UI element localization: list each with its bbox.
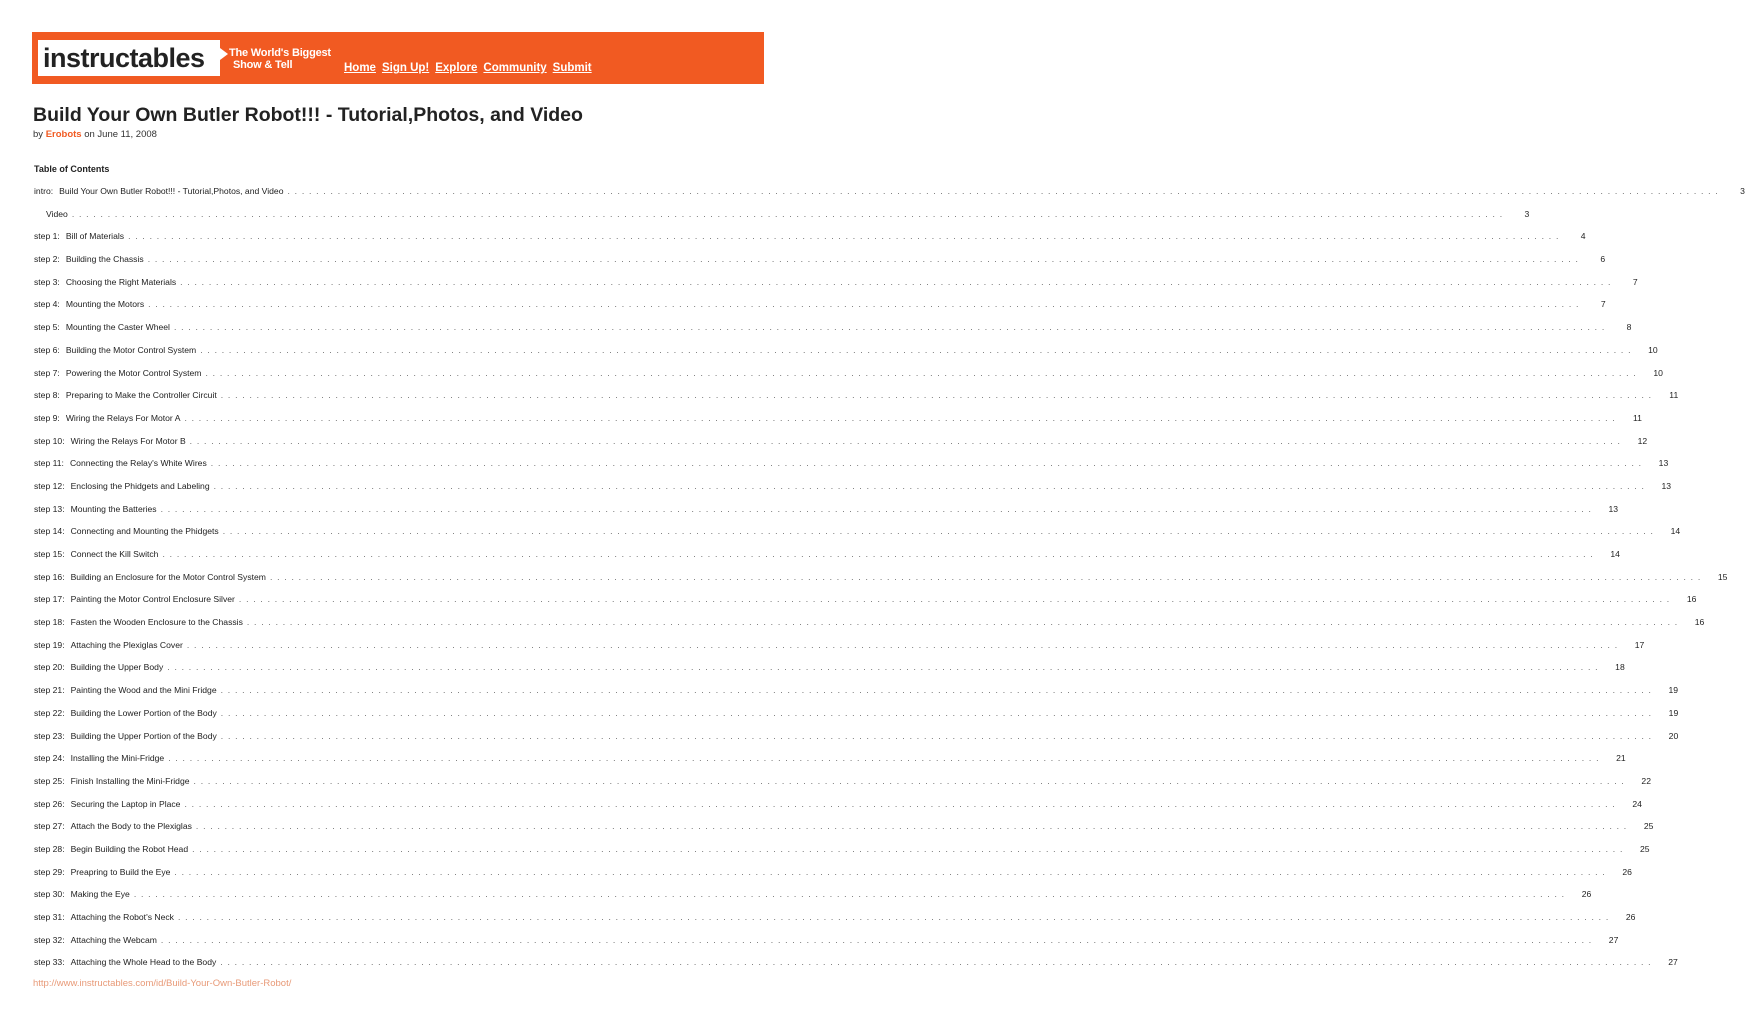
toc-step-number: step 22: [34, 707, 65, 718]
toc-dot-leader: . . . . . . . . . . . . . . . . . . . . . . . . . . . . . . . . . . . . . . . . . . . . . . . . . . . . . . . . . . . . . . . . . . . . . . . . . . . . . . . . . . . . . . . . . . . . . . . . . . . . . . . . . . . . . . . . . . . . . . . . . . . . . . . . . . . . . . . . . . . . . . . . . . . . . . . . . . . . . . . . . . . . . . . . . . . . . . . . . . . . . . . . . . . . . . . . . . . . . . . . [195, 821, 1628, 832]
toc-entry[interactable] [34, 934, 1619, 958]
toc-entry-label [34, 458, 207, 468]
toc-entry-label [34, 935, 157, 945]
toc-entry-label [34, 390, 217, 400]
footer-url-link[interactable]: http://www.instructables.com/id/Build-Your-Own-Butler-Robot/ [33, 978, 292, 989]
toc-step-title: Attach the Body to the Plexiglas [70, 821, 192, 832]
toc-entry-label [34, 322, 170, 332]
toc-step-number: step 15: [34, 549, 65, 559]
toc-step-number: step 29: [34, 866, 65, 877]
toc-entry[interactable] [34, 526, 1681, 549]
toc-page-number: 27 [1608, 934, 1619, 945]
toc-entry-label [34, 708, 217, 718]
toc-entry[interactable] [34, 753, 1626, 776]
toc-step-number: step 23: [34, 730, 65, 741]
toc-entry[interactable] [34, 299, 1606, 322]
toc-page-number: 25 [1643, 821, 1654, 832]
toc-entry[interactable] [34, 639, 1645, 663]
toc-entry-label [34, 867, 170, 877]
toc-entry-label [34, 504, 157, 514]
toc-step-title: Begin Building the Robot Head [70, 843, 189, 854]
toc-step-title: Installing the Mini-Fridge [70, 753, 165, 764]
toc-entry-label [34, 799, 180, 809]
toc-entry-label [34, 254, 144, 264]
toc-dot-leader: . . . . . . . . . . . . . . . . . . . . . . . . . . . . . . . . . . . . . . . . . . . . . . . . . . . . . . . . . . . . . . . . . . . . . . . . . . . . . . . . . . . . . . . . . . . . . . . . . . . . . . . . . . . . . . . . . . . . . . . . . . . . . . . . . . . . . . . . . . . . . . . . . . . . . . . . . . . . . . . . . . . . . . . . . . . . . . . . . . . . . . . . . . . . . . . . . . . . . . . . [133, 889, 1566, 900]
toc-entry-label [34, 957, 216, 967]
toc-dot-leader: . . . . . . . . . . . . . . . . . . . . . . . . . . . . . . . . . . . . . . . . . . . . . . . . . . . . . . . . . . . . . . . . . . . . . . . . . . . . . . . . . . . . . . . . . . . . . . . . . . . . . . . . . . . . . . . . . . . . . . . . . . . . . . . . . . . . . . . . . . . . . . . . . . . . . . . . . . . . . . . . . . . . . . . . . . . . . . . . . . . . . . . . . . . . . . . . . . . . . . . . [186, 639, 1619, 650]
toc-dot-leader: . . . . . . . . . . . . . . . . . . . . . . . . . . . . . . . . . . . . . . . . . . . . . . . . . . . . . . . . . . . . . . . . . . . . . . . . . . . . . . . . . . . . . . . . . . . . . . . . . . . . . . . . . . . . . . . . . . . . . . . . . . . . . . . . . . . . . . . . . . . . . . . . . . . . . . . . . . . . . . . . . . . . . . . . . . . . . . . . . . . . . . . . . . . . . . . . . . . . . . . . [269, 571, 1702, 582]
toc-page-number: 16 [1686, 594, 1697, 605]
toc-dot-leader: . . . . . . . . . . . . . . . . . . . . . . . . . . . . . . . . . . . . . . . . . . . . . . . . . . . . . . . . . . . . . . . . . . . . . . . . . . . . . . . . . . . . . . . . . . . . . . . . . . . . . . . . . . . . . . . . . . . . . . . . . . . . . . . . . . . . . . . . . . . . . . . . . . . . . . . . . . . . . . . . . . . . . . . . . . . . . . . . . . . . . . . . . . . . . . . . . . . . . . . . [287, 186, 1719, 196]
toc-step-number: step 5: [34, 322, 60, 333]
toc-dot-leader: . . . . . . . . . . . . . . . . . . . . . . . . . . . . . . . . . . . . . . . . . . . . . . . . . . . . . . . . . . . . . . . . . . . . . . . . . . . . . . . . . . . . . . . . . . . . . . . . . . . . . . . . . . . . . . . . . . . . . . . . . . . . . . . . . . . . . . . . . . . . . . . . . . . . . . . . . . . . . . . . . . . . . . . . . . . . . . . . . . . . . . . . . . . . . . . . . . . . . . . . [184, 412, 1616, 423]
toc-dot-leader: . . . . . . . . . . . . . . . . . . . . . . . . . . . . . . . . . . . . . . . . . . . . . . . . . . . . . . . . . . . . . . . . . . . . . . . . . . . . . . . . . . . . . . . . . . . . . . . . . . . . . . . . . . . . . . . . . . . . . . . . . . . . . . . . . . . . . . . . . . . . . . . . . . . . . . . . . . . . . . . . . . . . . . . . . . . . . . . . . . . . . . . . . . . . . . . . . . . . . . . . [238, 594, 1671, 605]
toc-step-title: Fasten the Wooden Enclosure to the Chassis [70, 617, 243, 628]
toc-dot-leader: . . . . . . . . . . . . . . . . . . . . . . . . . . . . . . . . . . . . . . . . . . . . . . . . . . . . . . . . . . . . . . . . . . . . . . . . . . . . . . . . . . . . . . . . . . . . . . . . . . . . . . . . . . . . . . . . . . . . . . . . . . . . . . . . . . . . . . . . . . . . . . . . . . . . . . . . . . . . . . . . . . . . . . . . . . . . . . . . . . . . . . . . . . . . . . . . . . . . . . . . [167, 662, 1599, 673]
toc-entry-label [34, 231, 124, 241]
toc-dot-leader: . . . . . . . . . . . . . . . . . . . . . . . . . . . . . . . . . . . . . . . . . . . . . . . . . . . . . . . . . . . . . . . . . . . . . . . . . . . . . . . . . . . . . . . . . . . . . . . . . . . . . . . . . . . . . . . . . . . . . . . . . . . . . . . . . . . . . . . . . . . . . . . . . . . . . . . . . . . . . . . . . . . . . . . . . . . . . . . . . . . . . . . . . . . . . . . . . . . . . . . . [173, 322, 1606, 333]
toc-step-number: step 19: [34, 639, 65, 650]
toc-entry-label [34, 299, 144, 309]
toc-page-number: 17 [1634, 639, 1645, 650]
toc-entry[interactable] [34, 367, 1663, 391]
toc-entry-label [34, 186, 283, 196]
toc-entry[interactable] [34, 412, 1642, 436]
toc-entry-label [34, 594, 235, 604]
toc-page-number: 13 [1608, 503, 1619, 514]
toc-entry-label [34, 731, 217, 741]
toc-entry[interactable] [34, 662, 1625, 685]
toc-step-title: Building the Chassis [65, 254, 144, 265]
toc-page-number: 3 [1524, 208, 1530, 219]
toc-step-title: Preparing to Make the Controller Circuit [65, 390, 217, 401]
toc-dot-leader: . . . . . . . . . . . . . . . . . . . . . . . . . . . . . . . . . . . . . . . . . . . . . . . . . . . . . . . . . . . . . . . . . . . . . . . . . . . . . . . . . . . . . . . . . . . . . . . . . . . . . . . . . . . . . . . . . . . . . . . . . . . . . . . . . . . . . . . . . . . . . . . . . . . . . . . . . . . . . . . . . . . . . . . . . . . . . . . . . . . . . . . . . . . . . . . . . . . . . . . . [160, 503, 1593, 514]
toc-page-number: 15 [1717, 571, 1728, 582]
toc-entry-label [34, 413, 180, 423]
toc-step-title: Connecting and Mounting the Phidgets [70, 526, 219, 537]
toc-step-number: step 25: [34, 775, 65, 786]
toc-step-title: Painting the Wood and the Mini Fridge [70, 685, 217, 696]
toc-entry[interactable] [34, 843, 1650, 867]
toc-step-number: step 11: [34, 458, 64, 469]
toc-page-number: 26 [1625, 912, 1636, 922]
toc-entry[interactable] [34, 435, 1648, 459]
toc-page-number: 13 [1661, 480, 1672, 491]
toc-page-number: 11 [1669, 390, 1679, 401]
toc-entry-label [34, 640, 183, 650]
toc-dot-leader: . . . . . . . . . . . . . . . . . . . . . . . . . . . . . . . . . . . . . . . . . . . . . . . . . . . . . . . . . . . . . . . . . . . . . . . . . . . . . . . . . . . . . . . . . . . . . . . . . . . . . . . . . . . . . . . . . . . . . . . . . . . . . . . . . . . . . . . . . . . . . . . . . . . . . . . . . . . . . . . . . . . . . . . . . . . . . . . . . . . . . . . . . . . . . . . . . . . . . . . . [210, 458, 1643, 469]
toc-entry-label [34, 368, 201, 378]
toc-step-number: intro: [34, 186, 54, 196]
toc-entry-label [46, 209, 68, 219]
toc-entry-label [34, 912, 174, 922]
nav-community-link[interactable]: Community [483, 62, 547, 74]
toc-dot-leader: . . . . . . . . . . . . . . . . . . . . . . . . . . . . . . . . . . . . . . . . . . . . . . . . . . . . . . . . . . . . . . . . . . . . . . . . . . . . . . . . . . . . . . . . . . . . . . . . . . . . . . . . . . . . . . . . . . . . . . . . . . . . . . . . . . . . . . . . . . . . . . . . . . . . . . . . . . . . . . . . . . . . . . . . . . . . . . . . . . . . . . . . . . . . . . . . . . . . . . . . [220, 730, 1653, 741]
nav-home-link[interactable]: Home [344, 62, 376, 74]
toc-entry[interactable] [34, 798, 1642, 822]
toc-step-title: Build Your Own Butler Robot!!! - Tutorial,Photos, and Video [59, 186, 284, 196]
toc-step-title: Finish Installing the Mini-Fridge [70, 775, 190, 786]
toc-page-number: 16 [1694, 617, 1705, 628]
toc-step-title: Securing the Laptop in Place [70, 798, 181, 809]
toc-step-title: Bill of Materials [65, 231, 125, 242]
toc-entry-label [34, 821, 192, 831]
tagline [229, 47, 331, 71]
toc-entry-label [34, 481, 210, 491]
toc-step-title: Making the Eye [70, 889, 130, 900]
toc-entry[interactable] [34, 480, 1672, 504]
toc-entry-label [34, 617, 243, 627]
toc-dot-leader: . . . . . . . . . . . . . . . . . . . . . . . . . . . . . . . . . . . . . . . . . . . . . . . . . . . . . . . . . . . . . . . . . . . . . . . . . . . . . . . . . . . . . . . . . . . . . . . . . . . . . . . . . . . . . . . . . . . . . . . . . . . . . . . . . . . . . . . . . . . . . . . . . . . . . . . . . . . . . . . . . . . . . . . . . . . . . . . . . . . . . . . . . . . . . . . . . . . . . . . . [200, 344, 1632, 355]
toc-page-number: 7 [1600, 299, 1606, 310]
toc-page-number: 6 [1600, 254, 1606, 265]
toc-step-number: step 16: [34, 571, 65, 582]
toc-page-number: 14 [1610, 549, 1620, 559]
toc-entry[interactable] [34, 730, 1679, 754]
toc-step-number: step 28: [34, 843, 65, 854]
toc-entry[interactable] [34, 231, 1586, 254]
toc-step-number: step 20: [34, 662, 65, 673]
toc-page-number: 25 [1640, 843, 1650, 854]
toc-entry[interactable] [34, 889, 1592, 912]
toc-step-title: Mounting the Motors [65, 299, 145, 310]
toc-dot-leader: . . . . . . . . . . . . . . . . . . . . . . . . . . . . . . . . . . . . . . . . . . . . . . . . . . . . . . . . . . . . . . . . . . . . . . . . . . . . . . . . . . . . . . . . . . . . . . . . . . . . . . . . . . . . . . . . . . . . . . . . . . . . . . . . . . . . . . . . . . . . . . . . . . . . . . . . . . . . . . . . . . . . . . . . . . . . . . . . . . . . . . . . . . . . . . . . . . . . . . . . [205, 367, 1637, 378]
toc-page-number: 27 [1668, 957, 1678, 968]
toc-entry[interactable] [34, 912, 1636, 935]
toc-entry[interactable] [34, 254, 1606, 277]
nav-submit-link[interactable]: Submit [552, 62, 592, 74]
toc-step-number: step 21: [34, 685, 65, 696]
toc-entry-label [34, 526, 219, 536]
top-nav [344, 62, 592, 74]
toc-step-number: step 12: [34, 480, 65, 491]
toc-dot-leader: . . . . . . . . . . . . . . . . . . . . . . . . . . . . . . . . . . . . . . . . . . . . . . . . . . . . . . . . . . . . . . . . . . . . . . . . . . . . . . . . . . . . . . . . . . . . . . . . . . . . . . . . . . . . . . . . . . . . . . . . . . . . . . . . . . . . . . . . . . . . . . . . . . . . . . . . . . . . . . . . . . . . . . . . . . . . . . . . . . . . . . . . . . . . . . . . . . . . . . . . [213, 480, 1646, 491]
toc-step-number: step 31: [34, 912, 65, 922]
toc-entry[interactable] [34, 707, 1679, 731]
toc-step-number: step 14: [34, 526, 65, 537]
toc-page-number: 22 [1641, 775, 1651, 786]
toc-heading: Table of Contents [34, 164, 110, 174]
toc-entry-label [34, 662, 163, 672]
toc-entry-label [34, 889, 130, 899]
toc-step-title: Wiring the Relays For Motor B [70, 435, 186, 446]
toc-dot-leader: . . . . . . . . . . . . . . . . . . . . . . . . . . . . . . . . . . . . . . . . . . . . . . . . . . . . . . . . . . . . . . . . . . . . . . . . . . . . . . . . . . . . . . . . . . . . . . . . . . . . . . . . . . . . . . . . . . . . . . . . . . . . . . . . . . . . . . . . . . . . . . . . . . . . . . . . . . . . . . . . . . . . . . . . . . . . . . . . . . . . . . . . . . . . . . . . . . . . . . . . [180, 276, 1612, 287]
toc-entry[interactable] [34, 458, 1669, 481]
toc-dot-leader: . . . . . . . . . . . . . . . . . . . . . . . . . . . . . . . . . . . . . . . . . . . . . . . . . . . . . . . . . . . . . . . . . . . . . . . . . . . . . . . . . . . . . . . . . . . . . . . . . . . . . . . . . . . . . . . . . . . . . . . . . . . . . . . . . . . . . . . . . . . . . . . . . . . . . . . . . . . . . . . . . . . . . . . . . . . . . . . . . . . . . . . . . . . . . . . . . . . . . . . . [220, 685, 1653, 696]
toc-step-number: step 17: [34, 594, 65, 605]
site-header [32, 32, 764, 84]
toc-dot-leader: . . . . . . . . . . . . . . . . . . . . . . . . . . . . . . . . . . . . . . . . . . . . . . . . . . . . . . . . . . . . . . . . . . . . . . . . . . . . . . . . . . . . . . . . . . . . . . . . . . . . . . . . . . . . . . . . . . . . . . . . . . . . . . . . . . . . . . . . . . . . . . . . . . . . . . . . . . . . . . . . . . . . . . . . . . . . . . . . . . . . . . . . . . . . . . . . . . . . . . . . [174, 866, 1606, 877]
toc-page-number: 26 [1622, 866, 1632, 877]
author-link[interactable]: Erobots [45, 129, 82, 140]
toc-entry[interactable] [34, 821, 1654, 844]
toc-dot-leader: . . . . . . . . . . . . . . . . . . . . . . . . . . . . . . . . . . . . . . . . . . . . . . . . . . . . . . . . . . . . . . . . . . . . . . . . . . . . . . . . . . . . . . . . . . . . . . . . . . . . . . . . . . . . . . . . . . . . . . . . . . . . . . . . . . . . . . . . . . . . . . . . . . . . . . . . . . . . . . . . . . . . . . . . . . . . . . . . . . . . . . . . . . . . . . . . . . . . . . . . [148, 299, 1580, 310]
toc-entry-label [34, 776, 190, 786]
toc-page-number: 12 [1637, 435, 1648, 446]
toc-page-number: 4 [1580, 231, 1586, 242]
toc-step-number: step 3: [34, 276, 60, 287]
toc-step-title: Mounting the Batteries [70, 503, 157, 514]
toc-entry[interactable] [34, 685, 1679, 708]
toc-page-number: 26 [1581, 889, 1592, 900]
toc-step-number: step 1: [34, 231, 60, 242]
toc-entry[interactable] [34, 503, 1619, 527]
toc-page-number: 10 [1648, 344, 1658, 355]
toc-entry-label [34, 436, 186, 446]
toc-page-number: 21 [1616, 753, 1626, 764]
toc-step-title: Mounting the Caster Wheel [65, 322, 170, 333]
logo[interactable] [38, 40, 220, 76]
toc-step-title: Attaching the Webcam [70, 934, 157, 945]
publish-date: on June 11, 2008 [84, 129, 157, 140]
toc-dot-leader: . . . . . . . . . . . . . . . . . . . . . . . . . . . . . . . . . . . . . . . . . . . . . . . . . . . . . . . . . . . . . . . . . . . . . . . . . . . . . . . . . . . . . . . . . . . . . . . . . . . . . . . . . . . . . . . . . . . . . . . . . . . . . . . . . . . . . . . . . . . . . . . . . . . . . . . . . . . . . . . . . . . . . . . . . . . . . . . . . . . . . . . . . . . . . . . . . . . . . . . . [168, 753, 1600, 764]
toc-step-title: Building the Upper Body [70, 662, 164, 673]
toc-entry-label [34, 277, 176, 287]
toc-step-number: step 32: [34, 934, 65, 945]
toc-step-title: Connect the Kill Switch [70, 549, 159, 559]
toc-step-number: step 33: [34, 957, 65, 968]
logo-notch [220, 48, 228, 60]
table-of-contents [34, 186, 1745, 980]
toc-step-number: step 7: [34, 367, 60, 378]
toc-step-title: Building the Motor Control System [65, 344, 197, 355]
toc-step-title: Connecting the Relay's White Wires [69, 458, 207, 469]
toc-dot-leader: . . . . . . . . . . . . . . . . . . . . . . . . . . . . . . . . . . . . . . . . . . . . . . . . . . . . . . . . . . . . . . . . . . . . . . . . . . . . . . . . . . . . . . . . . . . . . . . . . . . . . . . . . . . . . . . . . . . . . . . . . . . . . . . . . . . . . . . . . . . . . . . . . . . . . . . . . . . . . . . . . . . . . . . . . . . . . . . . . . . . . . . . . . . . . . . . . . . . . . . . [184, 798, 1616, 809]
toc-step-title: Video [46, 208, 68, 219]
toc-dot-leader: . . . . . . . . . . . . . . . . . . . . . . . . . . . . . . . . . . . . . . . . . . . . . . . . . . . . . . . . . . . . . . . . . . . . . . . . . . . . . . . . . . . . . . . . . . . . . . . . . . . . . . . . . . . . . . . . . . . . . . . . . . . . . . . . . . . . . . . . . . . . . . . . . . . . . . . . . . . . . . . . . . . . . . . . . . . . . . . . . . . . . . . . . . . . . . . . . . . . . . . . [222, 526, 1655, 537]
logo-text: instructables [43, 43, 205, 73]
toc-step-title: Building the Lower Portion of the Body [70, 707, 217, 718]
toc-dot-leader: . . . . . . . . . . . . . . . . . . . . . . . . . . . . . . . . . . . . . . . . . . . . . . . . . . . . . . . . . . . . . . . . . . . . . . . . . . . . . . . . . . . . . . . . . . . . . . . . . . . . . . . . . . . . . . . . . . . . . . . . . . . . . . . . . . . . . . . . . . . . . . . . . . . . . . . . . . . . . . . . . . . . . . . . . . . . . . . . . . . . . . . . . . . . . . . . . . . . . . . . [189, 435, 1622, 446]
toc-entry[interactable] [34, 208, 1530, 232]
toc-entry[interactable] [34, 276, 1638, 300]
toc-entry-label [34, 844, 188, 854]
toc-entry-label [34, 345, 196, 355]
toc-entry[interactable] [34, 594, 1697, 617]
toc-entry-label [34, 549, 158, 559]
toc-step-number: step 26: [34, 798, 65, 809]
toc-dot-leader: . . . . . . . . . . . . . . . . . . . . . . . . . . . . . . . . . . . . . . . . . . . . . . . . . . . . . . . . . . . . . . . . . . . . . . . . . . . . . . . . . . . . . . . . . . . . . . . . . . . . . . . . . . . . . . . . . . . . . . . . . . . . . . . . . . . . . . . . . . . . . . . . . . . . . . . . . . . . . . . . . . . . . . . . . . . . . . . . . . . . . . . . . . . . . . . . . . . . . . . . [177, 912, 1610, 922]
byline-prefix: by [33, 129, 44, 140]
toc-dot-leader: . . . . . . . . . . . . . . . . . . . . . . . . . . . . . . . . . . . . . . . . . . . . . . . . . . . . . . . . . . . . . . . . . . . . . . . . . . . . . . . . . . . . . . . . . . . . . . . . . . . . . . . . . . . . . . . . . . . . . . . . . . . . . . . . . . . . . . . . . . . . . . . . . . . . . . . . . . . . . . . . . . . . . . . . . . . . . . . . . . . . . . . . . . . . . . . . . . . . . . . . [193, 775, 1625, 786]
toc-step-number: step 13: [34, 503, 65, 514]
toc-page-number: 18 [1615, 662, 1625, 673]
toc-step-title: Choosing the Right Materials [65, 276, 177, 287]
toc-page-number: 24 [1632, 798, 1642, 809]
toc-dot-leader: . . . . . . . . . . . . . . . . . . . . . . . . . . . . . . . . . . . . . . . . . . . . . . . . . . . . . . . . . . . . . . . . . . . . . . . . . . . . . . . . . . . . . . . . . . . . . . . . . . . . . . . . . . . . . . . . . . . . . . . . . . . . . . . . . . . . . . . . . . . . . . . . . . . . . . . . . . . . . . . . . . . . . . . . . . . . . . . . . . . . . . . . . . . . . . . . . . . . . . . . [220, 957, 1652, 968]
toc-step-number: step 27: [34, 821, 65, 832]
toc-step-number: step 8: [34, 390, 60, 401]
toc-entry[interactable] [34, 549, 1620, 572]
toc-page-number: 19 [1668, 707, 1679, 718]
toc-dot-leader: . . . . . . . . . . . . . . . . . . . . . . . . . . . . . . . . . . . . . . . . . . . . . . . . . . . . . . . . . . . . . . . . . . . . . . . . . . . . . . . . . . . . . . . . . . . . . . . . . . . . . . . . . . . . . . . . . . . . . . . . . . . . . . . . . . . . . . . . . . . . . . . . . . . . . . . . . . . . . . . . . . . . . . . . . . . . . . . . . . . . . . . . . . . . . . . . . . . . . . . . [220, 707, 1653, 718]
toc-page-number: 10 [1653, 367, 1663, 378]
toc-step-number: step 10: [34, 435, 65, 446]
toc-step-title: Attaching the Whole Head to the Body [70, 957, 217, 968]
document-title: Build Your Own Butler Robot!!! - Tutorial,Photos, and Video [33, 104, 583, 126]
toc-step-title: Building an Enclosure for the Motor Control System [70, 571, 266, 582]
toc-step-title: Attaching the Plexiglas Cover [70, 639, 183, 650]
tagline-line-1: The World's Biggest [229, 47, 331, 59]
toc-step-title: Enclosing the Phidgets and Labeling [70, 480, 210, 491]
toc-page-number: 13 [1658, 458, 1669, 469]
toc-dot-leader: . . . . . . . . . . . . . . . . . . . . . . . . . . . . . . . . . . . . . . . . . . . . . . . . . . . . . . . . . . . . . . . . . . . . . . . . . . . . . . . . . . . . . . . . . . . . . . . . . . . . . . . . . . . . . . . . . . . . . . . . . . . . . . . . . . . . . . . . . . . . . . . . . . . . . . . . . . . . . . . . . . . . . . . . . . . . . . . . . . . . . . . . . . . . . . . . . . . . . . . . [160, 934, 1593, 945]
toc-step-title: Painting the Motor Control Enclosure Silver [70, 594, 235, 605]
byline [33, 129, 157, 140]
toc-page-number: 14 [1670, 526, 1681, 537]
toc-entry-label [34, 685, 217, 695]
toc-step-number: step 6: [34, 344, 60, 355]
toc-dot-leader: . . . . . . . . . . . . . . . . . . . . . . . . . . . . . . . . . . . . . . . . . . . . . . . . . . . . . . . . . . . . . . . . . . . . . . . . . . . . . . . . . . . . . . . . . . . . . . . . . . . . . . . . . . . . . . . . . . . . . . . . . . . . . . . . . . . . . . . . . . . . . . . . . . . . . . . . . . . . . . . . . . . . . . . . . . . . . . . . . . . . . . . . . . . . . . . . . . . . . . . . [147, 254, 1580, 265]
toc-page-number: 7 [1632, 276, 1638, 287]
toc-page-number: 19 [1668, 685, 1679, 696]
toc-entry[interactable] [34, 775, 1651, 799]
toc-step-number: step 9: [34, 412, 60, 423]
toc-step-title: Building the Upper Portion of the Body [70, 730, 217, 741]
toc-page-number: 20 [1668, 730, 1679, 741]
toc-entry[interactable] [34, 571, 1728, 595]
toc-step-title: Preapring to Build the Eye [70, 866, 171, 877]
toc-step-title: Wiring the Relays For Motor A [65, 412, 181, 423]
toc-step-number: step 4: [34, 299, 60, 310]
toc-dot-leader: . . . . . . . . . . . . . . . . . . . . . . . . . . . . . . . . . . . . . . . . . . . . . . . . . . . . . . . . . . . . . . . . . . . . . . . . . . . . . . . . . . . . . . . . . . . . . . . . . . . . . . . . . . . . . . . . . . . . . . . . . . . . . . . . . . . . . . . . . . . . . . . . . . . . . . . . . . . . . . . . . . . . . . . . . . . . . . . . . . . . . . . . . . . . . . . . . . . . . . . . [220, 390, 1653, 401]
toc-page-number: 8 [1626, 322, 1632, 333]
toc-entry[interactable] [34, 344, 1658, 368]
toc-dot-leader: . . . . . . . . . . . . . . . . . . . . . . . . . . . . . . . . . . . . . . . . . . . . . . . . . . . . . . . . . . . . . . . . . . . . . . . . . . . . . . . . . . . . . . . . . . . . . . . . . . . . . . . . . . . . . . . . . . . . . . . . . . . . . . . . . . . . . . . . . . . . . . . . . . . . . . . . . . . . . . . . . . . . . . . . . . . . . . . . . . . . . . . . . . . . . . . . . . . . . . . . [246, 617, 1679, 628]
toc-entry[interactable] [34, 617, 1705, 640]
toc-page-number: 11 [1632, 412, 1642, 423]
toc-entry[interactable] [34, 390, 1679, 413]
toc-entry[interactable] [34, 186, 1745, 209]
toc-entry[interactable] [34, 322, 1632, 345]
nav-explore-link[interactable]: Explore [435, 62, 478, 74]
nav-signup-link[interactable]: Sign Up! [381, 62, 430, 74]
toc-entry-label [34, 572, 266, 582]
tagline-line-2: Show & Tell [233, 59, 293, 71]
toc-entry[interactable] [34, 866, 1632, 890]
toc-step-number: step 18: [34, 617, 65, 628]
toc-dot-leader: . . . . . . . . . . . . . . . . . . . . . . . . . . . . . . . . . . . . . . . . . . . . . . . . . . . . . . . . . . . . . . . . . . . . . . . . . . . . . . . . . . . . . . . . . . . . . . . . . . . . . . . . . . . . . . . . . . . . . . . . . . . . . . . . . . . . . . . . . . . . . . . . . . . . . . . . . . . . . . . . . . . . . . . . . . . . . . . . . . . . . . . . . . . . . . . . . . . . . . . . [128, 231, 1560, 242]
toc-step-title: Powering the Motor Control System [65, 367, 202, 378]
toc-entry-label [34, 753, 164, 763]
toc-dot-leader: . . . . . . . . . . . . . . . . . . . . . . . . . . . . . . . . . . . . . . . . . . . . . . . . . . . . . . . . . . . . . . . . . . . . . . . . . . . . . . . . . . . . . . . . . . . . . . . . . . . . . . . . . . . . . . . . . . . . . . . . . . . . . . . . . . . . . . . . . . . . . . . . . . . . . . . . . . . . . . . . . . . . . . . . . . . . . . . . . . . . . . . . . . . . . . . . . . . . . . . . [71, 208, 1504, 219]
toc-step-number: step 2: [34, 254, 60, 265]
toc-dot-leader: . . . . . . . . . . . . . . . . . . . . . . . . . . . . . . . . . . . . . . . . . . . . . . . . . . . . . . . . . . . . . . . . . . . . . . . . . . . . . . . . . . . . . . . . . . . . . . . . . . . . . . . . . . . . . . . . . . . . . . . . . . . . . . . . . . . . . . . . . . . . . . . . . . . . . . . . . . . . . . . . . . . . . . . . . . . . . . . . . . . . . . . . . . . . . . . . . . . . . . . . [192, 843, 1624, 854]
toc-step-number: step 24: [34, 753, 65, 764]
toc-entry[interactable] [34, 957, 1678, 980]
toc-dot-leader: . . . . . . . . . . . . . . . . . . . . . . . . . . . . . . . . . . . . . . . . . . . . . . . . . . . . . . . . . . . . . . . . . . . . . . . . . . . . . . . . . . . . . . . . . . . . . . . . . . . . . . . . . . . . . . . . . . . . . . . . . . . . . . . . . . . . . . . . . . . . . . . . . . . . . . . . . . . . . . . . . . . . . . . . . . . . . . . . . . . . . . . . . . . . . . . . . . . . . . . . [162, 549, 1594, 559]
toc-page-number: 3 [1740, 186, 1745, 196]
toc-step-number: step 30: [34, 889, 65, 900]
toc-step-title: Attaching the Robot's Neck [70, 912, 174, 922]
